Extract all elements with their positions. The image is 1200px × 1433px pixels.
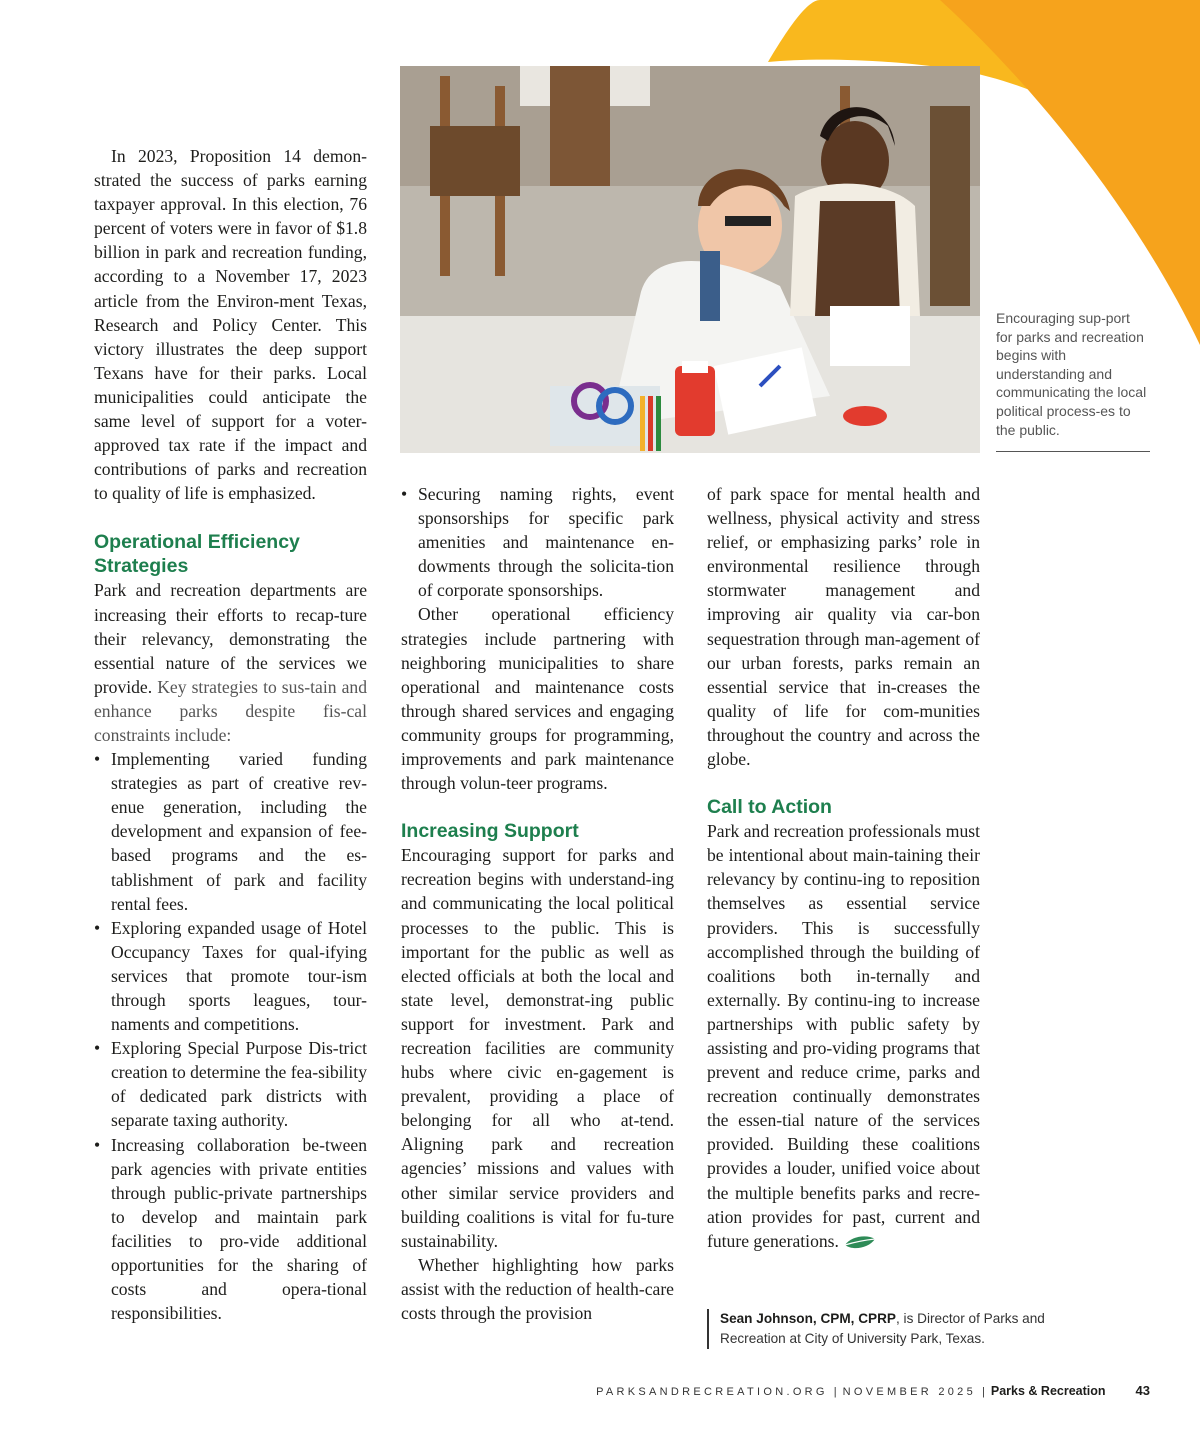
column-1: [94, 144, 367, 1325]
footer-separator: |: [982, 1386, 985, 1398]
section-heading-call-to-action: Call to Action: [707, 796, 832, 819]
list-item: • Securing naming rights, event sponsorships for specific park amenities and maintenance en-dowments through the solicita-tion of corporate sponsorships.: [401, 482, 674, 602]
operational-text: Park and recreation departments are increasing their efforts to recap-ture their relevancy, demonstrating the essential nature of the services we provide.: [94, 580, 367, 697]
health-paragraph-continued: of park space for mental health and wellness, physical activity and stress relief, or emphasizing parks’ role in environmental resilience through stormwater management and improving air quality via car-bon sequestration through man-agement of our urban forests, parks remain an essential service that in-creases the quality of life for com-munities throughout the country and across the globe.: [707, 484, 980, 770]
photo-caption: Encouraging sup-port for parks and recreation begins with understanding and communicating the local political process-es to the public.: [996, 309, 1150, 452]
footer-separator: |: [833, 1386, 837, 1398]
strategies-lead-in: Key strategies to sus-tain and enhance parks despite fis-cal constraints include:: [94, 676, 367, 745]
author-description: , is Director of Parks and Recreation at City of University Park, Texas.: [720, 1311, 1045, 1346]
strategy-list: [94, 747, 367, 1325]
article-photo: [400, 66, 980, 453]
footer-issue-date: NOVEMBER 2025: [842, 1386, 977, 1398]
page-number: 43: [1135, 1383, 1150, 1398]
section-heading-operational-efficiency: Operational Efficiency Strategies: [94, 531, 300, 578]
operational-paragraph: [94, 578, 367, 747]
call-to-action-text: Park and recreation professionals must be intentional about main-taining their relevancy by continu-ing to reposition themselves as essential service providers. This is successfully accomplished through the building of coalitions both in-ternally and externally. By continu-ing to increase partnerships with public safety by assisting and pro-viding programs that prevent and reduce crime, parks and recreation continually demonstrates the essen-tial nature of the services provided. Building these coalitions provides a louder, unified voice about the multiple benefits parks and recre-ation provides for past, current and future generations.: [707, 821, 980, 1251]
call-to-action-paragraph: [707, 819, 980, 1253]
footer-site: PARKSANDRECREATION.ORG: [596, 1386, 828, 1398]
intro-paragraph: In 2023, Proposition 14 demon-strated the success of parks earning taxpayer approval. In this election, 76 percent of voters were in favor of $1.8 billion in park and recreation funding, according to a November 17, 2023 article from the Environ-ment Texas, Research and Policy Center. This victory illustrates the deep support Texans have for their parks. Local municipalities could anticipate the same level of support for a voter-approved tax rate if the impact and contributions of parks and recreation to quality of life is emphasized.: [94, 146, 367, 504]
leaf-end-mark-icon: [843, 1235, 877, 1251]
support-paragraph: Encouraging support for parks and recreation begins with understand-ing and communicating the local political processes to the public. This is important for the public as well as elected officials at both the local and state level, demonstrat-ing public support for investment. Park and recreation facilities are community hubs where civic en-gagement is prevalent, providing a place of belonging for all who at-tend. Aligning park and recreation agencies’ missions and values with other similar service providers and building coalitions is vital for fu-ture sustainability.: [401, 845, 674, 1251]
page-footer: [560, 1383, 1150, 1398]
health-paragraph: Whether highlighting how parks assist with the reduction of health-care costs through the provision: [401, 1254, 674, 1323]
footer-magazine-title: Parks & Recreation: [990, 1384, 1106, 1398]
list-item: • Implementing varied funding strategies as part of creative rev-enue generation, including the development and expansion of fee-based programs and the es-tablishment of park and facility rental fees.: [94, 747, 367, 916]
column-3: [707, 482, 980, 1253]
column-2: [401, 482, 674, 1325]
list-item: • Exploring Special Purpose Dis-trict creation to determine the fea-sibility of dedicated park districts with separate taxing authority.: [94, 1036, 367, 1132]
author-name: Sean Johnson, CPM, CPRP: [720, 1311, 896, 1326]
other-strategies-paragraph: Other operational efficiency strategies include partnering with neighboring municipalities to share operational and maintenance costs through shared services and engaging community groups for programming, improvements and park maintenance through volun-teer programs.: [401, 604, 674, 794]
list-item: • Increasing collaboration be-tween park agencies with private entities through public-private partnerships to develop and maintain park facilities to pro-vide additional opportunities for the sharing of costs and opera-tional responsibilities.: [94, 1133, 367, 1326]
section-heading-increasing-support: Increasing Support: [401, 820, 579, 843]
author-bio: [707, 1309, 1067, 1349]
strategy-list-continued: [401, 482, 674, 602]
list-item: • Exploring expanded usage of Hotel Occupancy Taxes for qual-ifying services that promote tour-ism through sports leagues, tour-naments and competitions.: [94, 916, 367, 1036]
